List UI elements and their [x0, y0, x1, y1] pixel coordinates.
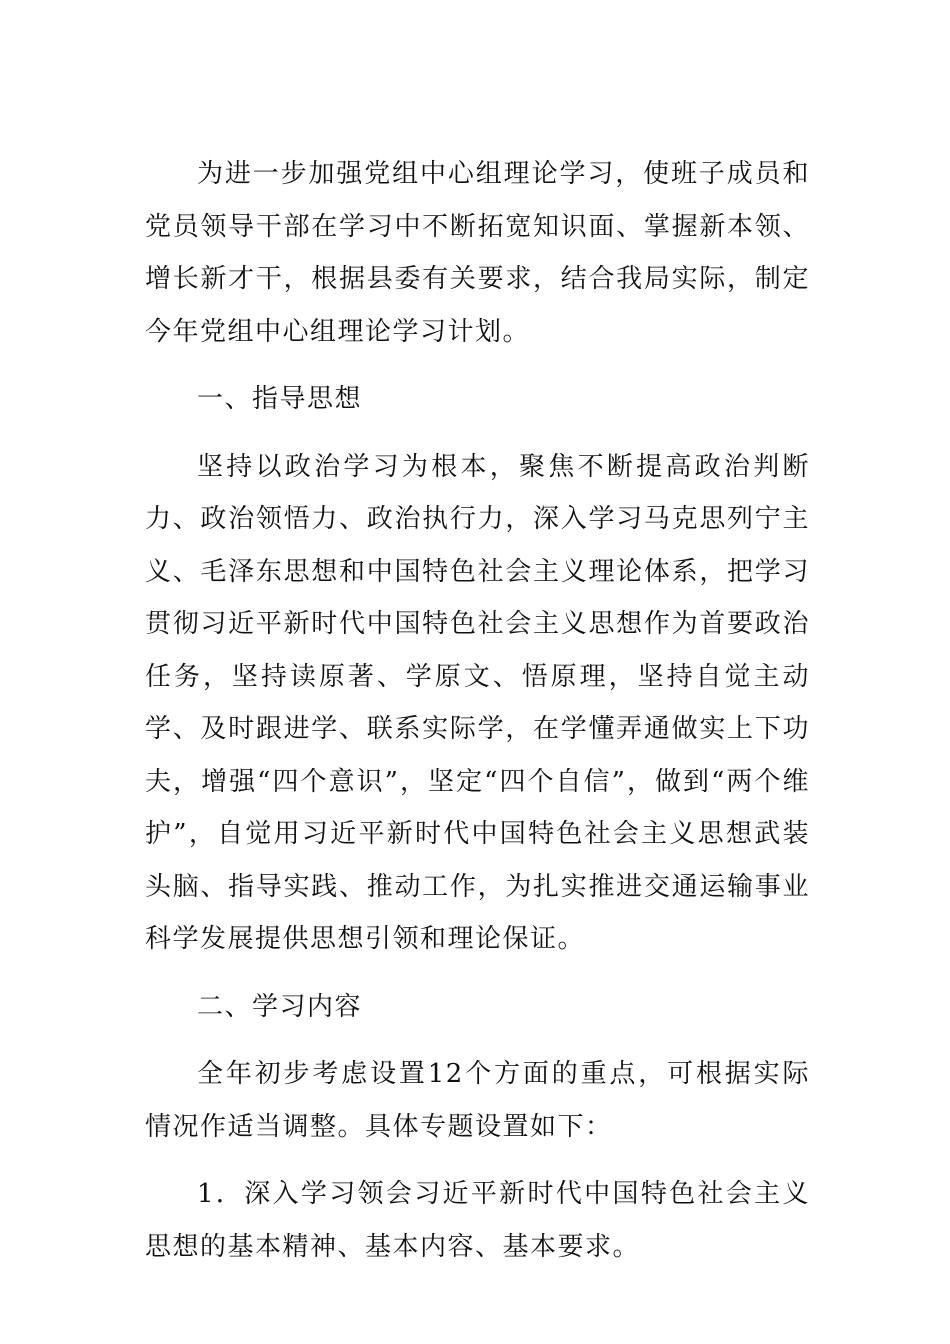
topic-item-1: 1．深入学习领会习近平新时代中国特色社会主义思想的基本精神、基本内容、基本要求。	[145, 1179, 810, 1262]
guiding-ideology-paragraph: 坚持以政治学习为根本，聚焦不断提高政治判断力、政治领悟力、政治执行力，深入学习马克思列宁主义、毛泽东思想和中国特色社会主义理论体系，把学习贯彻习近平新时代中国特色社会主义思想作为首要政治任务，坚持读原著、学原文、悟原理，坚持自觉主动学、及时跟进学、联系实际学，在学懂弄通做实上下功夫，增强“四个意识”，坚定“四个自信”，做到“两个维护”，自觉用习近平新时代中国特色社会主义思想武装头脑、指导实践、推动工作，为扎实推进交通运输事业科学发展提供思想引领和理论保证。	[145, 451, 810, 954]
intro-paragraph: 为进一步加强党组中心组理论学习，使班子成员和党员领导干部在学习中不断拓宽知识面、掌握新本领、增长新才干，根据县委有关要求，结合我局实际，制定今年党组中心组理论学习计划。	[145, 159, 810, 347]
study-content-paragraph: 全年初步考虑设置12个方面的重点，可根据实际情况作适当调整。具体专题设置如下：	[145, 1059, 810, 1142]
document-body	[145, 148, 810, 1273]
section-heading-guiding-ideology: 一、指导思想	[197, 384, 363, 414]
section-heading-study-content: 二、学习内容	[197, 991, 363, 1022]
